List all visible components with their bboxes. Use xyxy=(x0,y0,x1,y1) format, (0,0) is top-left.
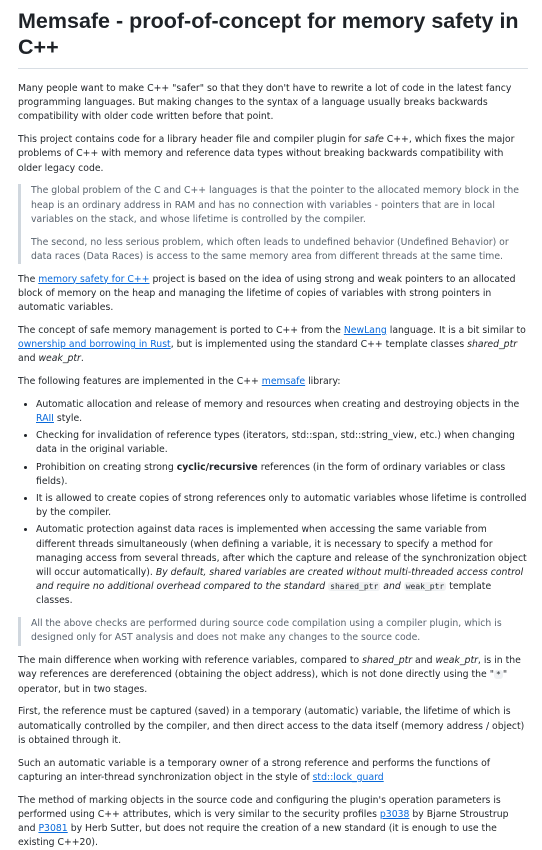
link-p3081[interactable]: P3081 xyxy=(38,823,68,835)
paragraph-attributes: The method of marking objects in the source code and configuring the plugin's operation parameters is performed using C++ attributes, which is very similar to the security profiles p3038 by Bjarne Stroustrup and P3081 by Herb Sutter, but does not require the creation of a new standard (it is enough to use the existing C++20). xyxy=(18,794,509,849)
paragraph-concept: The concept of safe memory management is ported to C++ from the NewLang language. It is a bit similar to ownership and borrowing in Rust, but is implemented using the standard C++ template classes shared_ptr and weak_ptr. xyxy=(18,324,526,365)
paragraph-difference: The main difference when working with reference variables, compared to shared_ptr and weak_ptr, is in the way references are dereferenced (obtaining the object address), which is not done directly using the " * " operator, but in two stages. xyxy=(18,655,521,695)
link-memory-safety[interactable]: memory safety for C++ xyxy=(38,273,150,285)
list-item: • It is allowed to create copies of strong references only to automatic variables whose lifetime is controlled by the compiler. xyxy=(36,492,528,520)
list-item: • Automatic allocation and release of memory and resources when creating and destroying objects in the RAII style. xyxy=(36,398,528,426)
quote-problems xyxy=(18,184,528,264)
link-lock-guard[interactable]: std::lock_guard xyxy=(312,771,384,783)
feature-list xyxy=(18,398,528,609)
list-item: • Prohibition on creating strong cyclic/recursive references (in the form of ordinary variables or class fields). xyxy=(36,461,528,489)
list-item: • Automatic protection against data races is implemented when accessing the same variable from different threads simultaneously (when defining a variable, it is necessary to specify a method for managing access from several threads, after which the capture and release of the synchronization object will occur automatically). By default, shared variables are created without multi-threaded access control and require no additional overhead compared to the standard shared_ptr and weak_ptr template classes. xyxy=(36,523,528,608)
paragraph-capture: First, the reference must be captured (saved) in a temporary (automatic) variable, the lifetime of which is automatically controlled by the compiler, and then direct access to the data itself (memory address / object) is obtained through it. xyxy=(18,706,525,746)
paragraph-project: This project contains code for a library header file and compiler plugin for safe C++, which fixes the major problems of C++ with memory and reference data types without breaking backwards compatibility with older legacy code. xyxy=(18,134,515,174)
quote-problem-pointer: The global problem of the C and C++ languages is that the pointer to the allocated memory block in the heap is an ordinary address in RAM and has no connection with variables - pointers that are in local variables on the stack, and whose lifetime is controlled by the compiler. xyxy=(31,185,519,225)
link-ownership-rust[interactable]: ownership and borrowing in Rust xyxy=(18,339,171,351)
paragraph-intro: Many people want to make C++ "safer" so that they don't have to rewrite a lot of code in the latest fancy programming languages. But making changes to the syntax of a language usually breaks backwards compatibility with older code written before that point. xyxy=(18,83,512,123)
page-title: Memsafe - proof-of-concept for memory safety in C++ xyxy=(18,8,528,69)
paragraph-automatic-variable: Such an automatic variable is a temporary owner of a strong reference and performs the functions of capturing an inter-thread synchronization object in the style of std::lock_guard xyxy=(18,757,491,783)
link-newlang[interactable]: NewLang xyxy=(343,324,387,336)
link-p3038[interactable]: p3038 xyxy=(379,808,410,820)
quote-compile-checks: All the above checks are performed during source code compilation using a compiler plugin, which is designed only for AST analysis and does not make any changes to the source code. xyxy=(18,617,528,645)
paragraph-features-intro: The following features are implemented in the C++ memsafe library: xyxy=(18,376,341,388)
link-memsafe[interactable]: memsafe xyxy=(261,376,306,388)
paragraph-idea: The memory safety for C++ project is based on the idea of using strong and weak pointers to an allocated block of memory on the heap and managing the lifetime of copies of variables with strong pointers in automatic variables. xyxy=(18,273,516,314)
list-item: • Checking for invalidation of reference types (iterators, std::span, std::string_view, etc.) when changing data in the original variable. xyxy=(36,429,528,457)
link-raii[interactable]: RAII xyxy=(36,413,54,425)
quote-problem-races: The second, no less serious problem, which often leads to undefined behavior (Undefined Behavior) or data races (Data Races) is access to the same memory area from different threads at the same time. xyxy=(31,236,509,262)
